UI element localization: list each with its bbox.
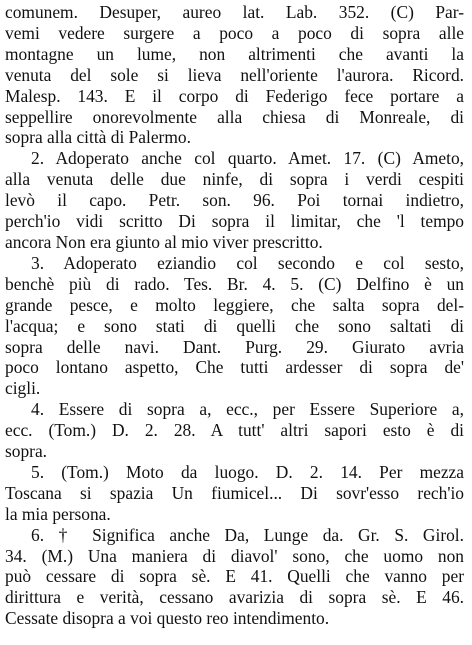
text-line: sopra. <box>5 441 48 462</box>
para-2 <box>5 148 464 253</box>
text-line: 3. Adoperato eziandio col secondo e col sesto, <box>31 252 464 273</box>
text-line: montagne un lume, non altrimenti che avanti la <box>5 43 464 64</box>
text-line: Cessate disopra a voi questo reo intendimento. <box>5 608 330 629</box>
text-line: 6. † Significa anche Da, Lunge da. Gr. S. Girol. <box>31 524 464 545</box>
text-line: alla venuta delle due ninfe, di sopra i verdi cespiti <box>5 169 464 190</box>
text-line: sopra alla città di Palermo. <box>5 127 191 148</box>
text-line: vemi vedere surgere a poco a poco di sopra alle <box>5 22 464 43</box>
text-line: 5. (Tom.) Moto da luogo. D. 2. 14. Per mezza <box>31 461 464 482</box>
text-line: grande pesce, e molto leggiere, che salta sopra del- <box>5 294 464 315</box>
text-line: benchè più di rado. Tes. Br. 4. 5. (C) Delfino è un <box>5 273 464 294</box>
text-line: Toscana si spazia Un fiumicel... Di sovr'esso rech'io <box>5 482 464 503</box>
para-3 <box>5 253 464 399</box>
para-4 <box>5 399 464 462</box>
text-line: Malesp. 143. E il corpo di Federigo fece portare a <box>5 85 464 106</box>
text-line: 4. Essere di sopra a, ecc., per Essere Superiore a, <box>31 399 464 420</box>
text-line: levò il capo. Petr. son. 96. Poi tornai indietro, <box>5 190 464 211</box>
text-line: dirittura e verità, cessano avarizia di sopra sè. E 46. <box>5 587 464 608</box>
text-line: la mia persona. <box>5 503 111 524</box>
text-line: comunem. Desuper, aureo lat. Lab. 352. (C) Par- <box>5 2 464 22</box>
para-6 <box>5 525 464 630</box>
text-line: sopra delle navi. Dant. Purg. 29. Giurato avria <box>5 336 464 357</box>
text-line: poco lontano aspetto, Che tutti ardesser di sopra de' <box>5 357 464 378</box>
text-line: può cessare di sopra sè. E 41. Quelli che vanno per <box>5 566 464 587</box>
text-line: seppellire onorevolmente alla chiesa di Monreale, di <box>5 106 464 127</box>
text-line: perch'io vidi scritto Di sopra il limitar, che 'l tempo <box>5 211 464 232</box>
text-line: ancora Non era giunto al mio viver prescritto. <box>5 231 323 252</box>
text-line: venuta del sole si lieva nell'oriente l'aurora. Ricord. <box>5 64 464 85</box>
para-5 <box>5 462 464 525</box>
text-line: cigli. <box>5 378 41 399</box>
text-line: l'acqua; e sono stati di quelli che sono saltati di <box>5 315 464 336</box>
para-continuation <box>5 2 464 148</box>
text-line: 2. Adoperato anche col quarto. Amet. 17. (C) Ameto, <box>31 148 464 169</box>
text-line: ecc. (Tom.) D. 2. 28. A tutt' altri sapori esto è di <box>5 420 464 441</box>
text-line: 34. (M.) Una maniera di diavol' sono, che uomo non <box>5 545 464 566</box>
